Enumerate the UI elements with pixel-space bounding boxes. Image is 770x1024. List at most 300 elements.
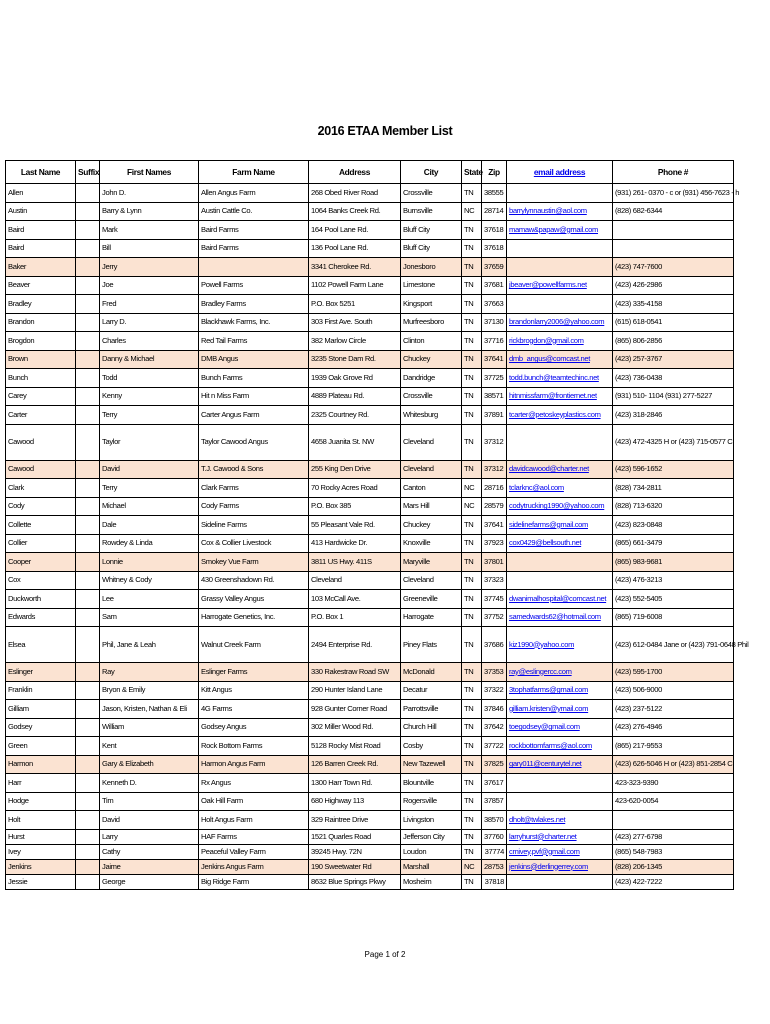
first-names-cell: Phil, Jane & Leah: [100, 627, 199, 663]
email-cell[interactable]: [507, 534, 613, 553]
zip-cell: 37322: [482, 681, 507, 700]
email-link[interactable]: mamaw&papaw@gmail.com: [509, 224, 598, 234]
page-title: 2016 ETAA Member List: [317, 124, 453, 138]
table-row: [6, 681, 734, 700]
suffix-cell: [76, 859, 100, 874]
city-cell: Jefferson City: [401, 829, 462, 844]
state-cell: NC: [462, 202, 482, 221]
state-cell: TN: [462, 608, 482, 627]
zip-cell: 28716: [482, 479, 507, 498]
email-cell[interactable]: [507, 811, 613, 830]
header-address: Address: [309, 161, 401, 184]
address-cell: 2494 Enterprise Rd.: [309, 627, 401, 663]
suffix-cell: [76, 258, 100, 277]
city-cell: Kingsport: [401, 295, 462, 314]
zip-cell: 37725: [482, 369, 507, 388]
zip-cell: 37752: [482, 608, 507, 627]
address-cell: P.O. Box 5251: [309, 295, 401, 314]
last-name-cell: Collier: [6, 534, 76, 553]
zip-cell: 37825: [482, 755, 507, 774]
address-cell: 4658 Juanita St. NW: [309, 424, 401, 460]
state-cell: TN: [462, 590, 482, 609]
email-link[interactable]: dholt@twlakes.net: [509, 814, 566, 824]
first-names-cell: Michael: [100, 497, 199, 516]
farm-name-cell: Harrogate Genetics, Inc.: [199, 608, 309, 627]
zip-cell: 38570: [482, 811, 507, 830]
suffix-cell: [76, 221, 100, 240]
table-row: [6, 276, 734, 295]
city-cell: Limestone: [401, 276, 462, 295]
farm-name-cell: Blackhawk Farms, Inc.: [199, 313, 309, 332]
state-cell: TN: [462, 313, 482, 332]
first-names-cell: Kenny: [100, 387, 199, 406]
phone-cell: (931) 510- 1104 (931) 277-5227: [613, 387, 734, 406]
farm-name-cell: Cox & Collier Livestock: [199, 534, 309, 553]
phone-cell: (423) 596-1652: [613, 460, 734, 479]
suffix-cell: [76, 479, 100, 498]
farm-name-cell: Sideline Farms: [199, 516, 309, 535]
first-names-cell: Gary & Elizabeth: [100, 755, 199, 774]
email-cell[interactable]: [507, 369, 613, 388]
phone-cell: (865) 217-9553: [613, 737, 734, 756]
table-row: [6, 479, 734, 498]
last-name-cell: Jenkins: [6, 859, 76, 874]
email-link[interactable]: cox0429@bellsouth.net: [509, 538, 582, 548]
email-link[interactable]: toegodsey@gmail.com: [509, 722, 580, 732]
address-cell: 1939 Oak Grove Rd: [309, 369, 401, 388]
state-cell: TN: [462, 276, 482, 295]
first-names-cell: Tim: [100, 792, 199, 811]
zip-cell: 37846: [482, 700, 507, 719]
email-link[interactable]: rockbottomfarms@aol.com: [509, 740, 592, 750]
address-cell: 1521 Quarles Road: [309, 829, 401, 844]
table-row: [6, 590, 734, 609]
email-link[interactable]: rickbrogdon@gmail.com: [509, 335, 584, 345]
address-cell: 164 Pool Lane Rd.: [309, 221, 401, 240]
address-cell: 39245 Hwy. 72N: [309, 844, 401, 859]
email-cell[interactable]: [507, 479, 613, 498]
phone-cell: (423) 747-7600: [613, 258, 734, 277]
last-name-cell: Austin: [6, 202, 76, 221]
state-cell: TN: [462, 792, 482, 811]
zip-cell: 38571: [482, 387, 507, 406]
city-cell: Mosheim: [401, 874, 462, 889]
state-cell: TN: [462, 627, 482, 663]
suffix-cell: [76, 627, 100, 663]
farm-name-cell: Walnut Creek Farm: [199, 627, 309, 663]
email-cell: [507, 553, 613, 572]
email-cell[interactable]: [507, 700, 613, 719]
email-cell[interactable]: [507, 681, 613, 700]
address-cell: 5128 Rocky Mist Road: [309, 737, 401, 756]
phone-cell: (615) 618-0541: [613, 313, 734, 332]
email-link[interactable]: davidcawood@charter.net: [509, 464, 589, 474]
table-row: [6, 829, 734, 844]
table-row: [6, 184, 734, 203]
farm-name-cell: Rock Bottom Farms: [199, 737, 309, 756]
zip-cell: 37818: [482, 874, 507, 889]
first-names-cell: Cathy: [100, 844, 199, 859]
city-cell: Dandridge: [401, 369, 462, 388]
first-names-cell: William: [100, 718, 199, 737]
email-cell[interactable]: [507, 406, 613, 425]
phone-cell: (828) 682-6344: [613, 202, 734, 221]
first-names-cell: Lee: [100, 590, 199, 609]
email-cell[interactable]: [507, 313, 613, 332]
suffix-cell: [76, 516, 100, 535]
address-cell: 330 Rakestraw Road SW: [309, 663, 401, 682]
state-cell: TN: [462, 700, 482, 719]
last-name-cell: Hurst: [6, 829, 76, 844]
state-cell: TN: [462, 811, 482, 830]
city-cell: New Tazewell: [401, 755, 462, 774]
email-cell[interactable]: [507, 844, 613, 859]
state-cell: NC: [462, 497, 482, 516]
suffix-cell: [76, 184, 100, 203]
address-cell: 290 Hunter Island Lane: [309, 681, 401, 700]
table-row: [6, 221, 734, 240]
table-row: [6, 516, 734, 535]
email-cell[interactable]: [507, 737, 613, 756]
last-name-cell: Bunch: [6, 369, 76, 388]
city-cell: Crossville: [401, 387, 462, 406]
state-cell: TN: [462, 369, 482, 388]
zip-cell: 37312: [482, 424, 507, 460]
email-cell[interactable]: [507, 497, 613, 516]
state-cell: TN: [462, 844, 482, 859]
table-row: [6, 202, 734, 221]
email-link[interactable]: sidelinefarms@gmail.com: [509, 519, 588, 529]
table-row: [6, 387, 734, 406]
last-name-cell: Carter: [6, 406, 76, 425]
city-cell: Chuckey: [401, 350, 462, 369]
email-link[interactable]: tclarknc@aol.com: [509, 482, 564, 492]
farm-name-cell: Godsey Angus: [199, 718, 309, 737]
state-cell: TN: [462, 553, 482, 572]
first-names-cell: Todd: [100, 369, 199, 388]
email-link[interactable]: tcarter@petoskeyplastics.com: [509, 409, 601, 419]
table-row: [6, 874, 734, 889]
suffix-cell: [76, 811, 100, 830]
email-link[interactable]: kiz1990@yahoo.com: [509, 639, 575, 649]
last-name-cell: Brandon: [6, 313, 76, 332]
table-row: [6, 844, 734, 859]
city-cell: Whitesburg: [401, 406, 462, 425]
suffix-cell: [76, 774, 100, 793]
table-row: [6, 406, 734, 425]
last-name-cell: Baird: [6, 239, 76, 258]
first-names-cell: Kent: [100, 737, 199, 756]
last-name-cell: Clark: [6, 479, 76, 498]
farm-name-cell: Big Ridge Farm: [199, 874, 309, 889]
email-link[interactable]: samedwards62@hotmail.com: [509, 612, 601, 622]
page-number: Page 1 of 2: [364, 950, 406, 959]
zip-cell: 37663: [482, 295, 507, 314]
last-name-cell: Harr: [6, 774, 76, 793]
address-cell: 3341 Cherokee Rd.: [309, 258, 401, 277]
table-row: [6, 258, 734, 277]
farm-name-cell: Cody Farms: [199, 497, 309, 516]
city-cell: Clinton: [401, 332, 462, 351]
email-cell[interactable]: [507, 332, 613, 351]
email-cell[interactable]: [507, 350, 613, 369]
table-header-row: [6, 161, 734, 184]
state-cell: TN: [462, 663, 482, 682]
address-cell: 103 McCall Ave.: [309, 590, 401, 609]
suffix-cell: [76, 737, 100, 756]
suffix-cell: [76, 874, 100, 889]
email-cell[interactable]: [507, 221, 613, 240]
email-cell[interactable]: [507, 627, 613, 663]
city-cell: Bluff City: [401, 221, 462, 240]
city-cell: Rogersville: [401, 792, 462, 811]
first-names-cell: Larry D.: [100, 313, 199, 332]
first-names-cell: Whitney & Cody: [100, 571, 199, 590]
phone-cell: [613, 221, 734, 240]
table-row: [6, 571, 734, 590]
farm-name-cell: 4G Farms: [199, 700, 309, 719]
email-cell[interactable]: [507, 276, 613, 295]
table-row: [6, 350, 734, 369]
email-link[interactable]: dmb_angus@comcast.net: [509, 354, 590, 364]
email-link[interactable]: todd.bunch@teamtechinc.net: [509, 372, 599, 382]
suffix-cell: [76, 239, 100, 258]
phone-cell: (865) 548-7983: [613, 844, 734, 859]
address-cell: 190 Sweetwater Rd: [309, 859, 401, 874]
address-cell: 55 Pleasant Vale Rd.: [309, 516, 401, 535]
city-cell: Church Hill: [401, 718, 462, 737]
last-name-cell: Jessie: [6, 874, 76, 889]
email-cell[interactable]: [507, 202, 613, 221]
last-name-cell: Cody: [6, 497, 76, 516]
email-link[interactable]: cmivey.pvf@gmail.com: [509, 846, 580, 856]
header-email-address: email address: [507, 161, 613, 184]
email-link[interactable]: brandonlarry2006@yahoo.com: [509, 317, 605, 327]
last-name-cell: Baird: [6, 221, 76, 240]
state-cell: TN: [462, 534, 482, 553]
state-cell: TN: [462, 755, 482, 774]
phone-cell: (423) 237-5122: [613, 700, 734, 719]
email-cell[interactable]: [507, 590, 613, 609]
address-cell: 413 Hardwicke Dr.: [309, 534, 401, 553]
city-cell: Loudon: [401, 844, 462, 859]
address-cell: P.O. Box 385: [309, 497, 401, 516]
first-names-cell: John D.: [100, 184, 199, 203]
email-cell: [507, 239, 613, 258]
phone-cell: (828) 206-1345: [613, 859, 734, 874]
phone-cell: (423) 472-4325 H or (423) 715-0577 C: [613, 424, 734, 460]
city-cell: Jonesboro: [401, 258, 462, 277]
email-link[interactable]: gary011@centurytel.net: [509, 759, 582, 769]
email-link[interactable]: jenkins@derlingerrey.com: [509, 861, 588, 871]
last-name-cell: Beaver: [6, 276, 76, 295]
state-cell: TN: [462, 516, 482, 535]
zip-cell: 37618: [482, 221, 507, 240]
email-link[interactable]: codytrucking1990@yahoo.com: [509, 501, 605, 511]
city-cell: Mars Hill: [401, 497, 462, 516]
table-row: [6, 553, 734, 572]
email-cell: [507, 258, 613, 277]
suffix-cell: [76, 844, 100, 859]
email-cell[interactable]: [507, 859, 613, 874]
table-row: [6, 663, 734, 682]
header-phone: Phone #: [613, 161, 734, 184]
state-cell: TN: [462, 239, 482, 258]
email-cell[interactable]: [507, 829, 613, 844]
farm-name-cell: [199, 258, 309, 277]
email-link[interactable]: gilliam.kristen@ymail.com: [509, 703, 589, 713]
city-cell: Greeneville: [401, 590, 462, 609]
email-cell[interactable]: [507, 755, 613, 774]
phone-cell: (423) 506-9000: [613, 681, 734, 700]
zip-cell: 37923: [482, 534, 507, 553]
table-row: [6, 737, 734, 756]
suffix-cell: [76, 276, 100, 295]
zip-cell: 37891: [482, 406, 507, 425]
suffix-cell: [76, 755, 100, 774]
city-cell: Chuckey: [401, 516, 462, 535]
email-cell[interactable]: [507, 718, 613, 737]
email-link[interactable]: hitnmissfarm@frontiernet.net: [509, 391, 597, 401]
address-cell: P.O. Box 1: [309, 608, 401, 627]
table-row: [6, 700, 734, 719]
table-row: [6, 627, 734, 663]
table-row: [6, 534, 734, 553]
first-names-cell: Danny & Michael: [100, 350, 199, 369]
state-cell: TN: [462, 829, 482, 844]
suffix-cell: [76, 497, 100, 516]
first-names-cell: Lonnie: [100, 553, 199, 572]
address-cell: 3811 US Hwy. 411S: [309, 553, 401, 572]
email-cell: [507, 774, 613, 793]
table-row: [6, 718, 734, 737]
first-names-cell: Joe: [100, 276, 199, 295]
state-cell: TN: [462, 874, 482, 889]
first-names-cell: Rowdey & Linda: [100, 534, 199, 553]
last-name-cell: Brown: [6, 350, 76, 369]
zip-cell: 28714: [482, 202, 507, 221]
city-cell: Livingston: [401, 811, 462, 830]
last-name-cell: Hodge: [6, 792, 76, 811]
suffix-cell: [76, 608, 100, 627]
state-cell: TN: [462, 737, 482, 756]
email-link[interactable]: ray@eslingercc.com: [509, 666, 572, 676]
first-names-cell: Jerry: [100, 258, 199, 277]
phone-cell: (423) 422-7222: [613, 874, 734, 889]
email-cell[interactable]: [507, 516, 613, 535]
zip-cell: 28753: [482, 859, 507, 874]
farm-name-cell: Baird Farms: [199, 221, 309, 240]
phone-cell: (423) 257-3767: [613, 350, 734, 369]
email-cell[interactable]: [507, 663, 613, 682]
zip-cell: 37745: [482, 590, 507, 609]
first-names-cell: George: [100, 874, 199, 889]
suffix-cell: [76, 553, 100, 572]
suffix-cell: [76, 332, 100, 351]
address-cell: 680 Highway 113: [309, 792, 401, 811]
farm-name-cell: Baird Farms: [199, 239, 309, 258]
table-row: [6, 792, 734, 811]
state-cell: TN: [462, 460, 482, 479]
email-cell[interactable]: [507, 387, 613, 406]
table-row: [6, 497, 734, 516]
city-cell: Piney Flats: [401, 627, 462, 663]
farm-name-cell: DMB Angus: [199, 350, 309, 369]
email-cell: [507, 571, 613, 590]
email-link[interactable]: barrylynnaustin@aol.com: [509, 206, 587, 216]
table-row: [6, 239, 734, 258]
first-names-cell: Ray: [100, 663, 199, 682]
phone-cell: (423) 626-5046 H or (423) 851-2854 C: [613, 755, 734, 774]
email-link[interactable]: 3tophatfarms@gmail.com: [509, 685, 588, 695]
header-last-name: Last Name: [6, 161, 76, 184]
zip-cell: 37722: [482, 737, 507, 756]
phone-cell: (423) 318-2846: [613, 406, 734, 425]
zip-cell: 37716: [482, 332, 507, 351]
zip-cell: 37681: [482, 276, 507, 295]
state-cell: TN: [462, 332, 482, 351]
suffix-cell: [76, 424, 100, 460]
zip-cell: 37774: [482, 844, 507, 859]
farm-name-cell: Holt Angus Farm: [199, 811, 309, 830]
member-table: [5, 160, 749, 890]
address-cell: 928 Gunter Corner Road: [309, 700, 401, 719]
first-names-cell: Jason, Kristen, Nathan & Eli: [100, 700, 199, 719]
email-cell: [507, 792, 613, 811]
header-farm-name: Farm Name: [199, 161, 309, 184]
address-cell: 382 Marlow Circle: [309, 332, 401, 351]
suffix-cell: [76, 406, 100, 425]
state-cell: TN: [462, 295, 482, 314]
farm-name-cell: Austin Cattle Co.: [199, 202, 309, 221]
email-link[interactable]: dwanimalhospital@comcast.net: [509, 593, 607, 603]
email-cell: [507, 424, 613, 460]
city-cell: Blountville: [401, 774, 462, 793]
phone-cell: (828) 734-2811: [613, 479, 734, 498]
city-cell: Cosby: [401, 737, 462, 756]
email-cell[interactable]: [507, 608, 613, 627]
address-cell: 303 First Ave. South: [309, 313, 401, 332]
city-cell: Cleveland: [401, 460, 462, 479]
state-cell: NC: [462, 859, 482, 874]
address-cell: 1102 Powell Farm Lane: [309, 276, 401, 295]
suffix-cell: [76, 313, 100, 332]
farm-name-cell: T.J. Cawood & Sons: [199, 460, 309, 479]
first-names-cell: Jaime: [100, 859, 199, 874]
address-cell: 329 Raintree Drive: [309, 811, 401, 830]
table-row: [6, 332, 734, 351]
zip-cell: 37857: [482, 792, 507, 811]
phone-cell: (423) 276-4946: [613, 718, 734, 737]
email-link[interactable]: jbeaver@powellfarms.net: [509, 280, 587, 290]
last-name-cell: Cawood: [6, 460, 76, 479]
last-name-cell: Green: [6, 737, 76, 756]
email-link[interactable]: larryhurst@charter.net: [509, 831, 577, 841]
zip-cell: 37760: [482, 829, 507, 844]
email-cell[interactable]: [507, 460, 613, 479]
farm-name-cell: Allen Angus Farm: [199, 184, 309, 203]
farm-name-cell: Clark Farms: [199, 479, 309, 498]
address-cell: Cleveland: [309, 571, 401, 590]
phone-cell: 423-323-9390: [613, 774, 734, 793]
last-name-cell: Cox: [6, 571, 76, 590]
address-cell: 136 Pool Lane Rd.: [309, 239, 401, 258]
zip-cell: 28579: [482, 497, 507, 516]
state-cell: TN: [462, 681, 482, 700]
suffix-cell: [76, 295, 100, 314]
farm-name-cell: Carter Angus Farm: [199, 406, 309, 425]
last-name-cell: Holt: [6, 811, 76, 830]
